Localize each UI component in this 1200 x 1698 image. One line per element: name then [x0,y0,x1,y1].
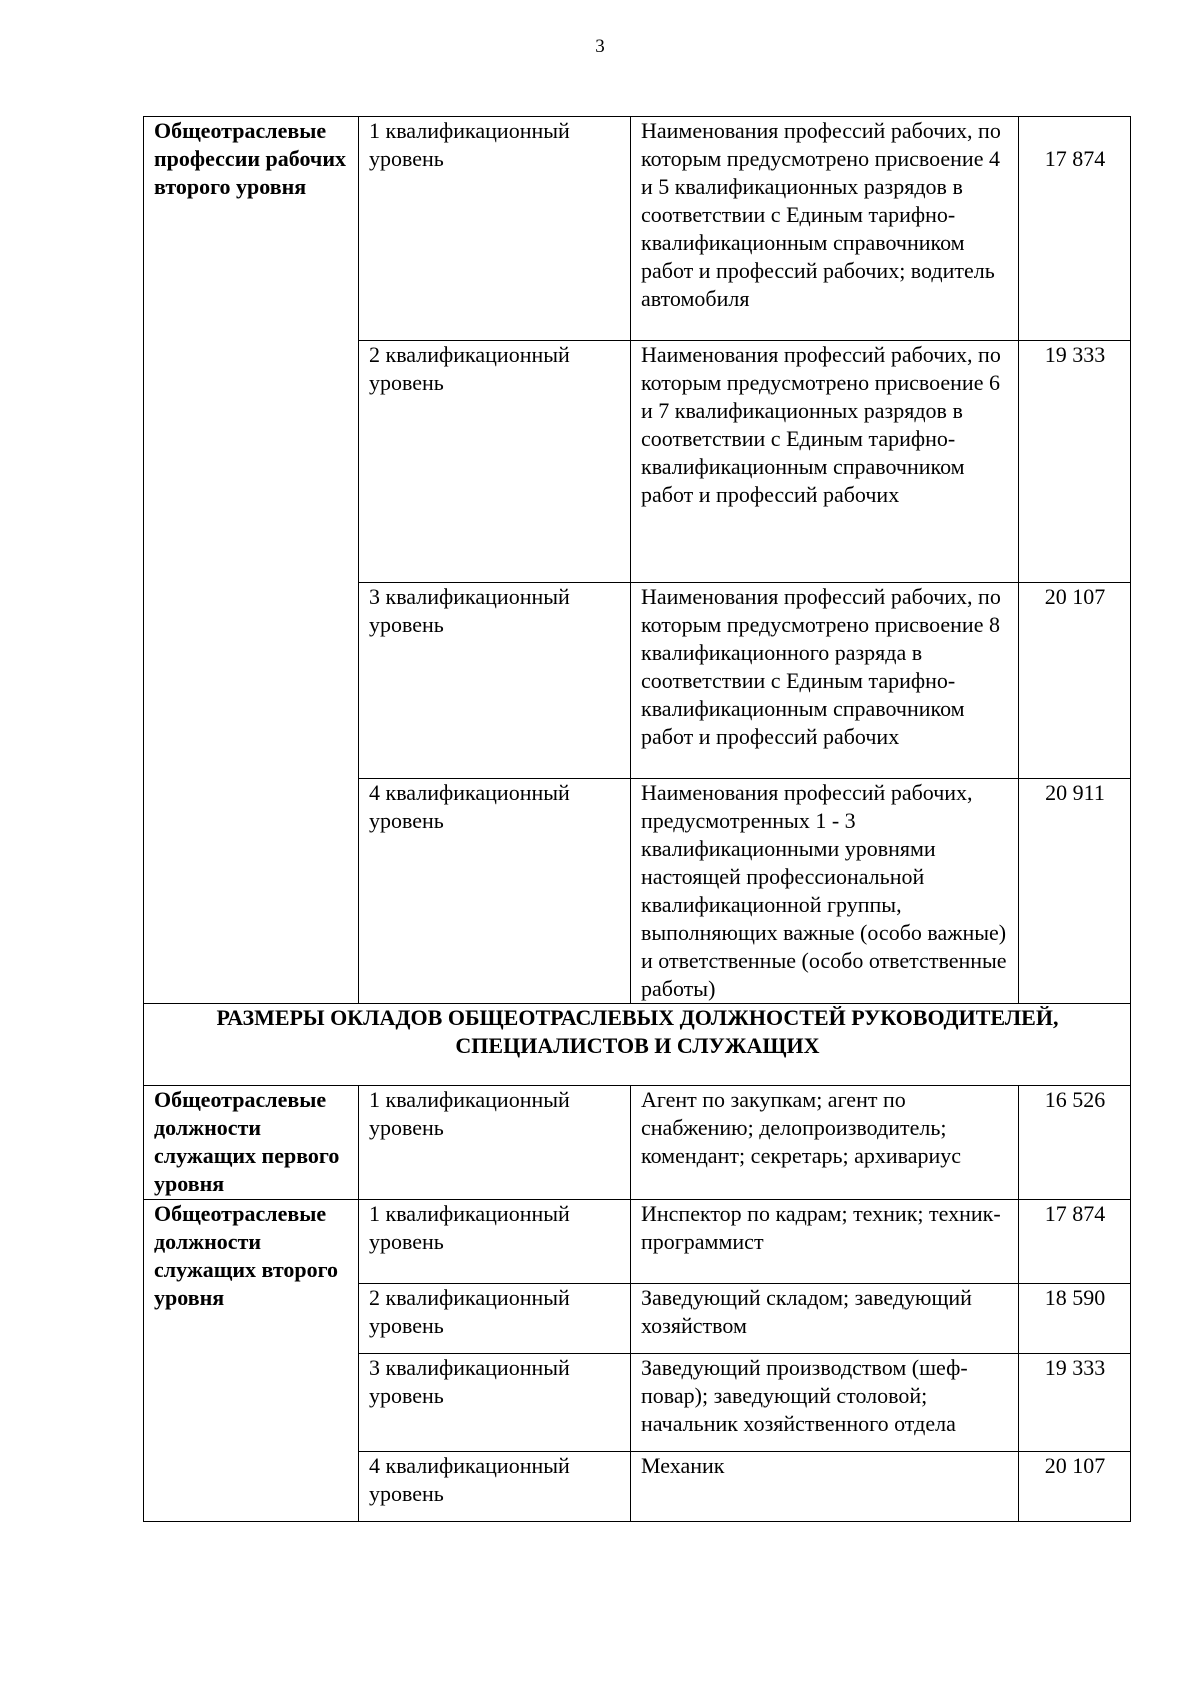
level-cell: 1 квалификационный уровень [359,1086,631,1200]
level-cell: 1 квалификационный уровень [359,1200,631,1284]
level-cell: 1 квалификационный уровень [359,117,631,341]
group-cell: Общеотраслевые должности служащих второго уровня [144,1200,359,1522]
level-cell: 4 квалификационный уровень [359,1452,631,1522]
amount-cell: 18 590 [1019,1284,1131,1354]
section-heading-row [144,1004,1131,1086]
group-cell: Общеотраслевые должности служащих первого уровня [144,1086,359,1200]
description-cell: Наименования профессий рабочих, по которым предусмотрено присвоение 8 квалификационного разряда в соответствии с Единым тарифно-квалификационным справочником работ и профессий рабочих [631,583,1019,779]
amount-cell: 20 107 [1019,1452,1131,1522]
table-row [144,1200,1131,1284]
section-heading: РАЗМЕРЫ ОКЛАДОВ ОБЩЕОТРАСЛЕВЫХ ДОЛЖНОСТЕЙ РУКОВОДИТЕЛЕЙ, СПЕЦИАЛИСТОВ И СЛУЖАЩИХ [144,1004,1131,1086]
table-row [144,1086,1131,1200]
amount-cell: 16 526 [1019,1086,1131,1200]
group-cell: Общеотраслевые профессии рабочих второго уровня [144,117,359,1004]
description-cell: Наименования профессий рабочих, по которым предусмотрено присвоение 4 и 5 квалификационных разрядов в соответствии с Единым тарифно-квалификационным справочником работ и профессий рабочих; водитель автомобиля [631,117,1019,341]
amount-cell: 20 107 [1019,583,1131,779]
description-cell: Механик [631,1452,1019,1522]
description-cell: Заведующий складом; заведующий хозяйством [631,1284,1019,1354]
salary-table [143,116,1131,1522]
amount-cell: 17 874 [1019,1200,1131,1284]
level-cell: 3 квалификационный уровень [359,583,631,779]
level-cell: 3 квалификационный уровень [359,1354,631,1452]
level-cell: 4 квалификационный уровень [359,779,631,1004]
description-cell: Наименования профессий рабочих, предусмотренных 1 - 3 квалификационными уровнями настоящей профессиональной квалификационной группы, выполняющих важные (особо важные) и ответственные (особо ответственные работы) [631,779,1019,1004]
amount-cell: 19 333 [1019,1354,1131,1452]
description-cell: Заведующий производством (шеф-повар); заведующий столовой; начальник хозяйственного отдела [631,1354,1019,1452]
description-cell: Инспектор по кадрам; техник; техник-программист [631,1200,1019,1284]
table-row [144,117,1131,341]
description-cell: Наименования профессий рабочих, по которым предусмотрено присвоение 6 и 7 квалификационных разрядов в соответствии с Единым тарифно-квалификационным справочником работ и профессий рабочих [631,341,1019,583]
level-cell: 2 квалификационный уровень [359,341,631,583]
amount-cell: 19 333 [1019,341,1131,583]
amount-cell: 17 874 [1019,117,1131,341]
amount-cell: 20 911 [1019,779,1131,1004]
description-cell: Агент по закупкам; агент по снабжению; делопроизводитель; комендант; секретарь; архивариус [631,1086,1019,1200]
level-cell: 2 квалификационный уровень [359,1284,631,1354]
page-number: 3 [595,36,605,57]
